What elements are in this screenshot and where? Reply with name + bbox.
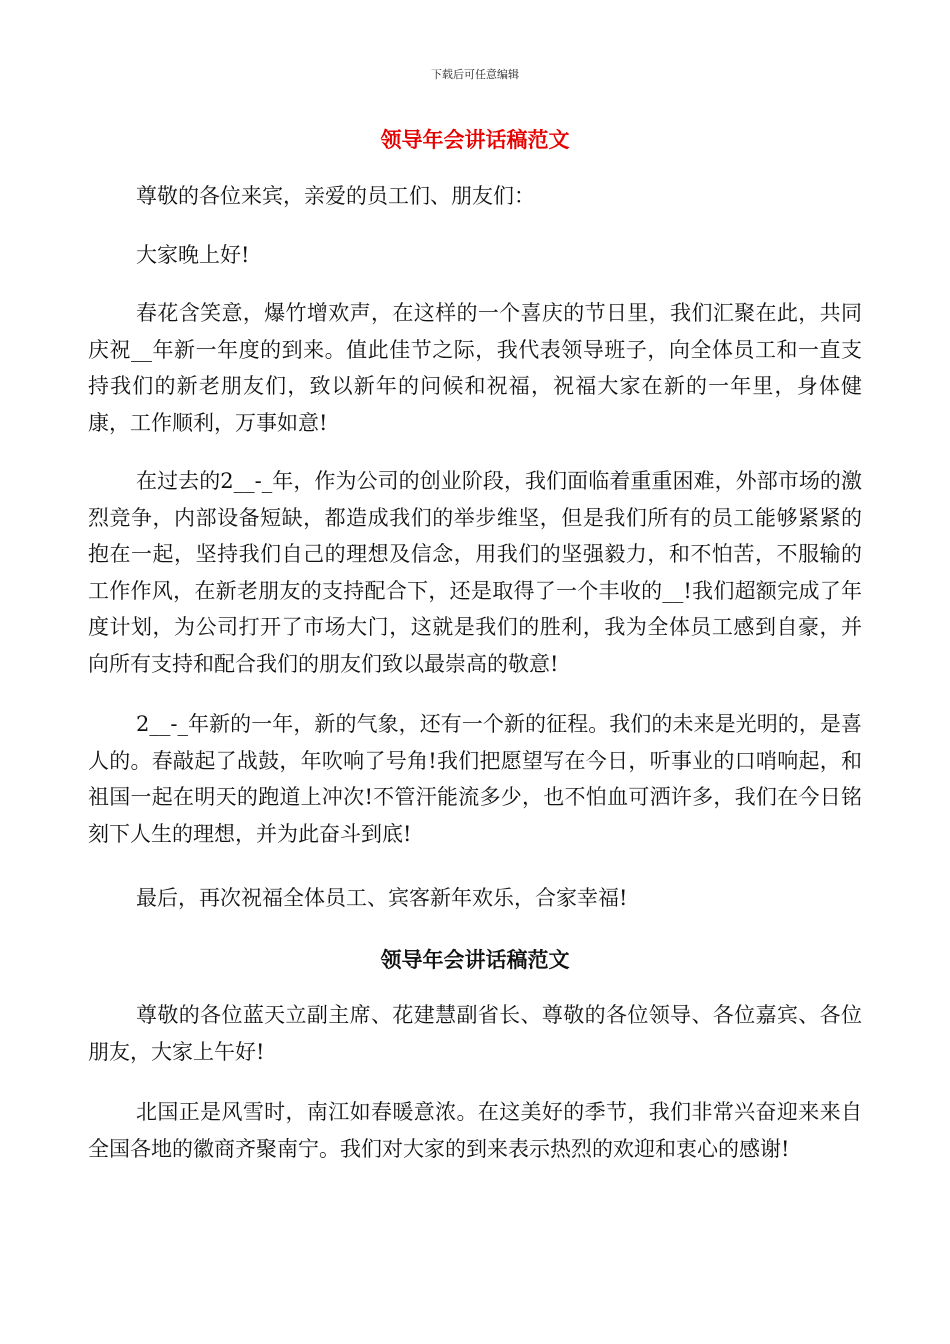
paragraph-past-year: 在过去的2__-_年，作为公司的创业阶段，我们面临着重重困难，外部市场的激烈竞争，内部设备短缺，都造成我们的举步维坚，但是我们所有的员工能够紧紧的抱在一起，坚持我们自己的理想及信念，用我们的坚强毅力，和不怕苦，不服输的工作作风，在新老朋友的支持配合下，还是取得了一个丰收的__!我们超额完成了年度计划，为公司打开了市场大门，这就是我们的胜利，我为全体员工感到自豪，并向所有支持和配合我们的朋友们致以最崇高的敬意!: [88, 469, 862, 676]
paragraph-greeting: 尊敬的各位来宾，亲爱的员工们、朋友们：: [136, 184, 535, 208]
paragraph-welcome: 北国正是风雪时，南江如春暖意浓。在这美好的季节，我们非常兴奋迎来来自全国各地的徽商齐聚南宁。我们对大家的到来表示热烈的欢迎和衷心的感谢!: [88, 1100, 862, 1161]
paragraph-evening: 大家晚上好!: [136, 243, 250, 267]
paragraph-closing: 最后，再次祝福全体员工、宾客新年欢乐，合家幸福!: [136, 886, 628, 910]
paragraph-dignitaries: 尊敬的各位蓝天立副主席、花建慧副省长、尊敬的各位领导、各位嘉宾、各位朋友，大家上午好!: [88, 1003, 862, 1064]
paragraph-festival: 春花含笑意，爆竹增欢声，在这样的一个喜庆的节日里，我们汇聚在此，共同庆祝__年新一年度的到来。值此佳节之际，我代表领导班子，向全体员工和一直支持我们的新老朋友们，致以新年的问候和祝福，祝福大家在新的一年里，身体健康，工作顺利，万事如意!: [88, 301, 862, 435]
header-note: 下载后可任意编辑: [431, 68, 519, 81]
paragraph-new-year: 2__-_年新的一年，新的气象，还有一个新的征程。我们的未来是光明的，是喜人的。春敲起了战鼓，年吹响了号角!我们把愿望写在今日，听事业的口哨响起，和祖国一起在明天的跑道上冲次!不管汗能流多少，也不怕血可洒许多，我们在今日铭刻下人生的理想，并为此奋斗到底!: [88, 712, 862, 846]
section1-title: 领导年会讲话稿范文: [380, 128, 570, 152]
section2-title: 领导年会讲话稿范文: [380, 948, 570, 972]
